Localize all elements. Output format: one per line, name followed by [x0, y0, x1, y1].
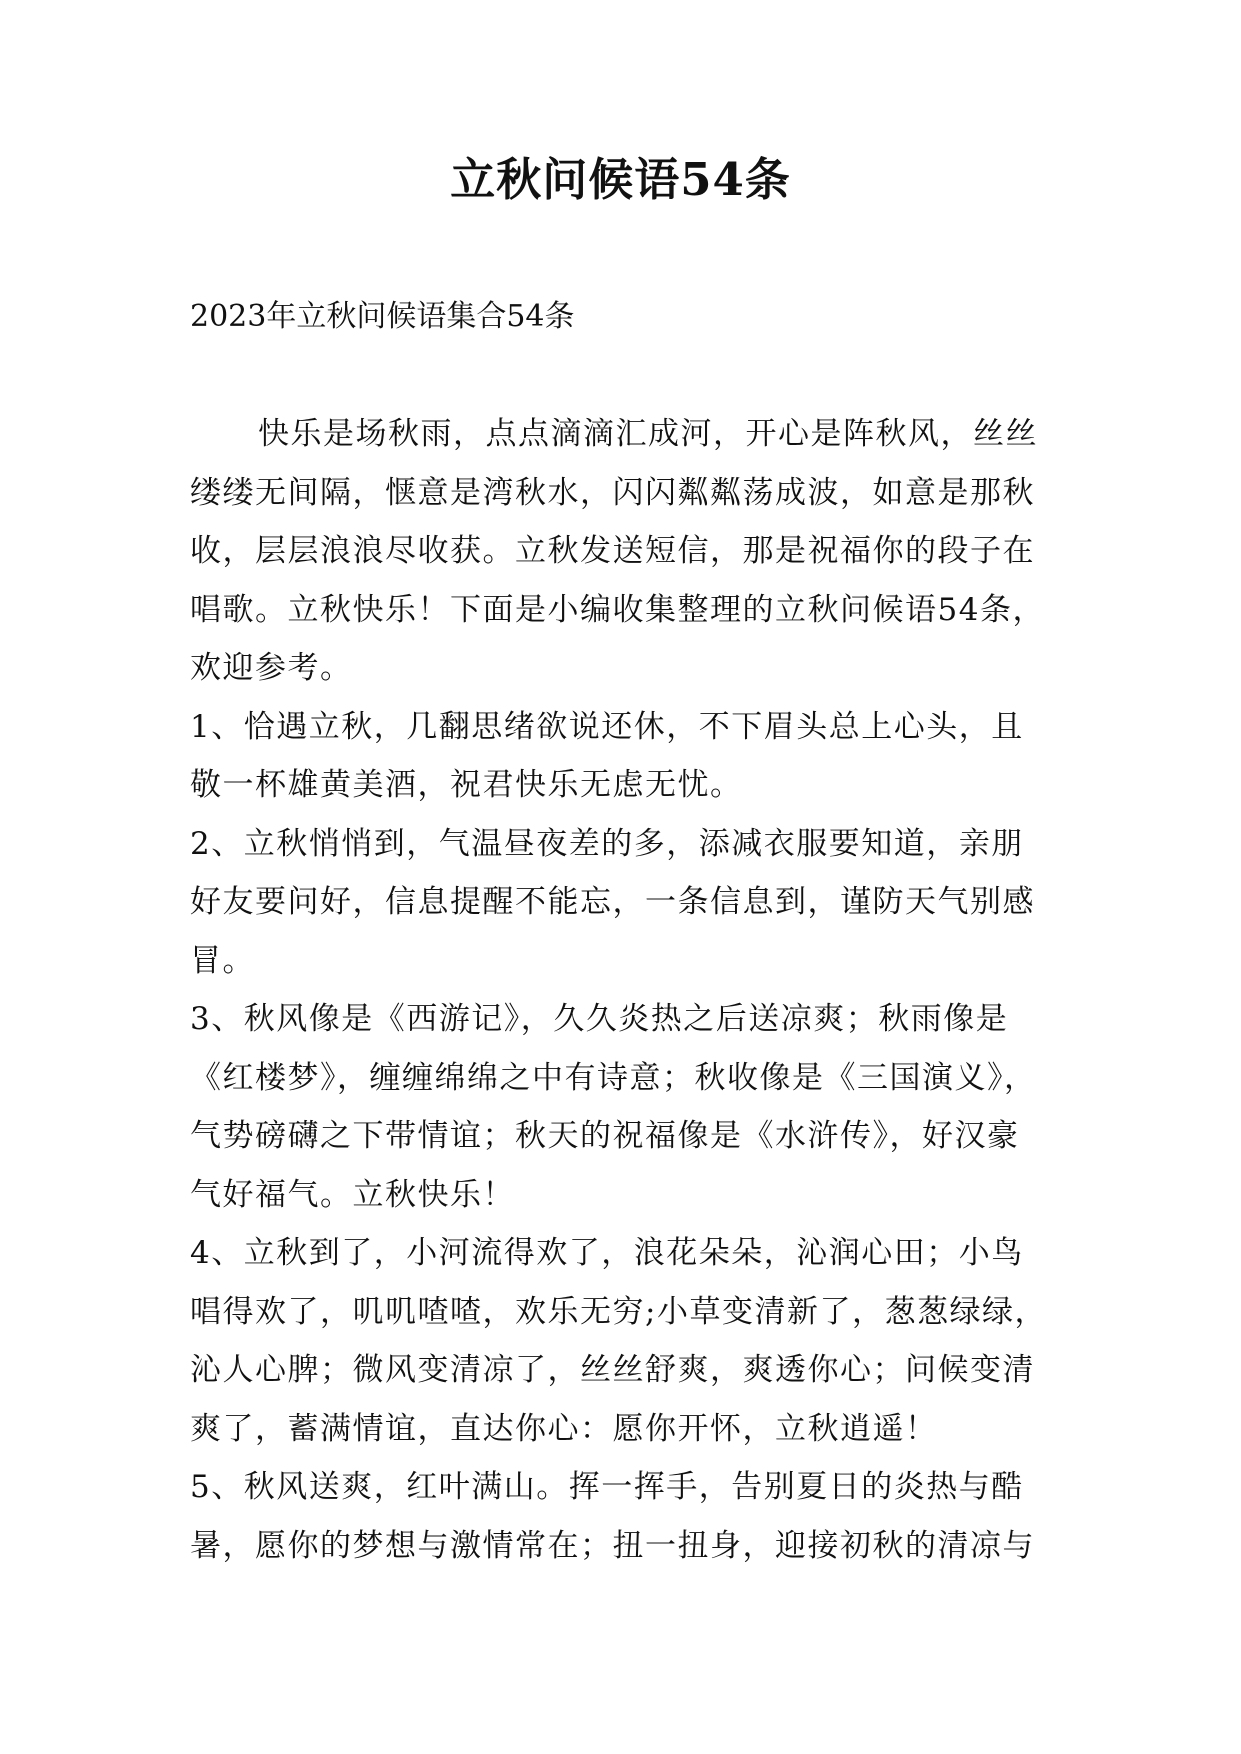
text-line: 沁人心脾；微风变清凉了，丝丝舒爽，爽透你心；问候变清 [190, 1352, 1035, 1388]
text-line: 快乐是场秋雨，点点滴滴汇成河，开心是阵秋风，丝丝 [258, 416, 1038, 452]
text-line: 爽了，蓄满情谊，直达你心：愿你开怀，立秋逍遥！ [190, 1410, 938, 1447]
text-line: 冒。 [190, 942, 255, 979]
text-line: 暑，愿你的梦想与激情常在；扭一扭身，迎接初秋的清凉与 [190, 1527, 1035, 1564]
text-line: 收，层层浪浪尽收获。立秋发送短信，那是祝福你的段子在 [190, 533, 1035, 569]
text-line: 唱歌。立秋快乐！下面是小编收集整理的立秋问候语54条， [190, 591, 1045, 628]
text-line: 1、恰遇立秋，几翻思绪欲说还休，不下眉头总上心头，且 [190, 708, 1024, 745]
text-line: 缕缕无间隔，惬意是湾秋水，闪闪粼粼荡成波，如意是那秋 [190, 474, 1035, 511]
text-line: 3、秋风像是《西游记》，久久炎热之后送凉爽；秋雨像是 [190, 1001, 1009, 1037]
text-line: 《红楼梦》，缠缠绵绵之中有诗意；秋收像是《三国演义》， [190, 1059, 1037, 1096]
text-line: 敬一杯雄黄美酒，祝君快乐无虑无忧。 [190, 767, 743, 803]
text-line: 欢迎参考。 [190, 650, 353, 686]
text-line: 唱得欢了，叽叽喳喳，欢乐无穷;小草变清新了，葱葱绿绿， [190, 1293, 1047, 1330]
text-line: 好友要问好，信息提醒不能忘，一条信息到，谨防天气别感 [190, 884, 1035, 920]
text-line: 5、秋风送爽，红叶满山。挥一挥手，告别夏日的炎热与酷 [190, 1469, 1024, 1505]
text-line: 气好福气。立秋快乐！ [190, 1176, 515, 1213]
document-body [190, 405, 1070, 1575]
document-title: 立秋问候语54条 [450, 153, 791, 206]
text-line: 2、立秋悄悄到，气温昼夜差的多，添减衣服要知道，亲朋 [190, 825, 1024, 862]
text-line: 气势磅礴之下带情谊；秋天的祝福像是《水浒传》，好汉豪 [190, 1118, 1020, 1154]
text-line: 4、立秋到了，小河流得欢了，浪花朵朵，沁润心田；小鸟 [190, 1235, 1024, 1271]
document-subtitle: 2023年立秋问候语集合54条 [190, 299, 575, 334]
